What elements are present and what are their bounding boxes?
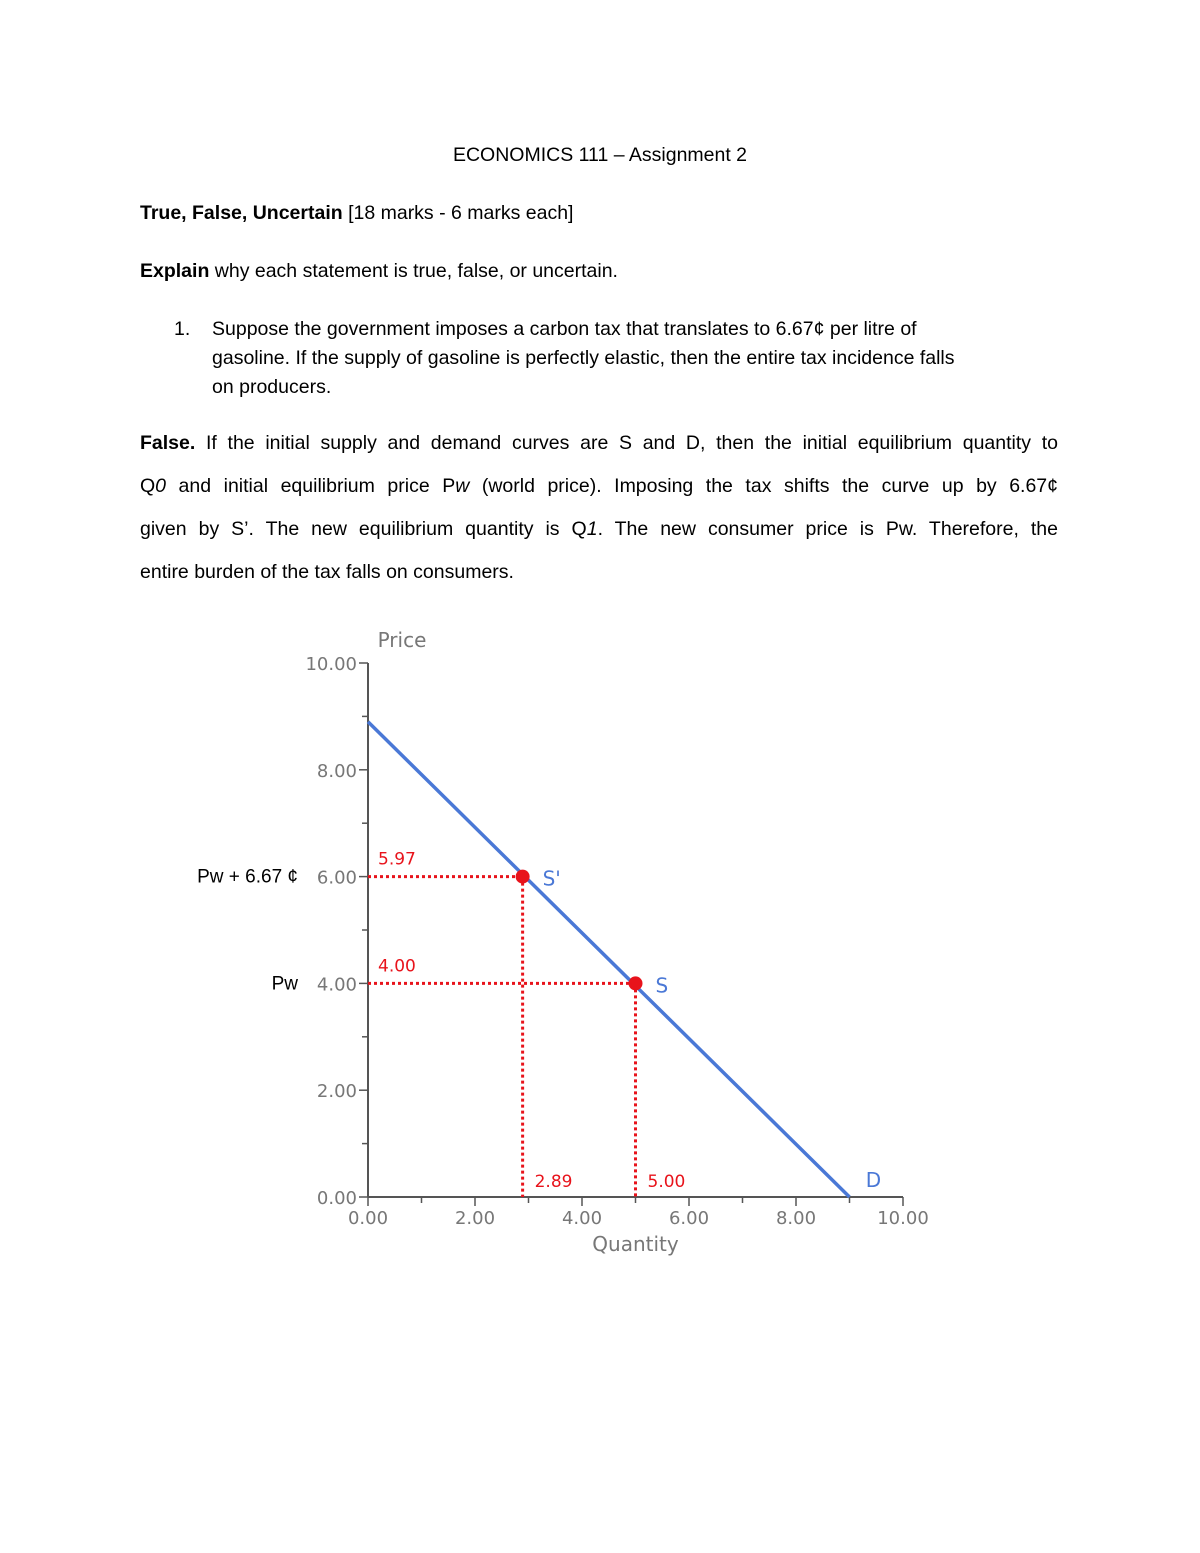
answer-subscript: w bbox=[455, 475, 470, 497]
instruction-rest: why each statement is true, false, or uncertain. bbox=[209, 260, 618, 282]
answer-line bbox=[140, 432, 1058, 455]
section-heading-marks: [18 marks - 6 marks each] bbox=[342, 202, 574, 224]
x-tick-label: 4.00 bbox=[561, 1208, 603, 1229]
instruction-bold: Explain bbox=[140, 260, 210, 282]
answer-subscript: 0 bbox=[155, 475, 167, 497]
x-tick-label: 6.00 bbox=[668, 1208, 710, 1229]
answer-line bbox=[140, 475, 1058, 498]
answer-verdict: False. bbox=[140, 432, 196, 454]
answer-line bbox=[140, 518, 1058, 541]
price-value-label: 4.00 bbox=[378, 956, 416, 977]
answer-subscript: 1 bbox=[586, 518, 598, 540]
demand-curve-label: D bbox=[865, 1168, 882, 1192]
y-tick-label: 6.00 bbox=[316, 867, 357, 889]
y-tick-label: 0.00 bbox=[316, 1188, 357, 1209]
price-side-label: Pw bbox=[271, 973, 298, 995]
x-tick-label: 0.00 bbox=[347, 1208, 389, 1229]
equilibrium-point bbox=[629, 976, 643, 990]
document-title: ECONOMICS 111 – Assignment 2 bbox=[452, 144, 748, 166]
answer-text: If the initial supply and demand curves are S and D, then the initial equilibrium quantity to bbox=[195, 432, 1058, 454]
answer-text: . The new consumer price is Pw. Therefore, the bbox=[597, 518, 1058, 540]
question-line: on producers. bbox=[212, 376, 332, 398]
demand-curve bbox=[368, 722, 850, 1197]
equilibrium-point bbox=[516, 870, 530, 884]
x-tick-label: 8.00 bbox=[775, 1208, 817, 1229]
answer-text: (world price). Imposing the tax shifts the curve up by 6.67¢ bbox=[469, 475, 1058, 497]
x-axis-title: Quantity bbox=[592, 1232, 679, 1256]
section-heading bbox=[140, 204, 573, 224]
y-tick-label: 10.00 bbox=[305, 654, 357, 675]
x-tick-label: 10.00 bbox=[877, 1208, 929, 1229]
y-tick-label: 2.00 bbox=[316, 1081, 357, 1103]
answer-line: entire burden of the tax falls on consumers. bbox=[140, 561, 514, 583]
quantity-value-label: 5.00 bbox=[647, 1172, 686, 1192]
point-label: S bbox=[655, 973, 669, 998]
section-heading-bold: True, False, Uncertain bbox=[140, 202, 343, 224]
answer-text: Q bbox=[140, 475, 156, 497]
y-axis-title: Price bbox=[377, 628, 427, 652]
question-number: 1. bbox=[174, 318, 191, 340]
quantity-value-label: 2.89 bbox=[534, 1172, 573, 1192]
instruction-line bbox=[140, 262, 618, 282]
x-tick-label: 2.00 bbox=[454, 1208, 496, 1229]
supply-demand-chart bbox=[0, 600, 1200, 1280]
price-value-label: 5.97 bbox=[378, 849, 416, 870]
answer-text: given by S’. The new equilibrium quantity is Q bbox=[140, 518, 587, 540]
price-side-label: Pw + 6.67 ¢ bbox=[197, 866, 298, 888]
question-line: gasoline. If the supply of gasoline is perfectly elastic, then the entire tax incidence falls bbox=[212, 347, 955, 369]
point-label: S' bbox=[542, 866, 561, 891]
answer-text: and initial equilibrium price P bbox=[166, 475, 456, 497]
question-line: Suppose the government imposes a carbon tax that translates to 6.67¢ per litre of bbox=[212, 318, 917, 340]
y-tick-label: 4.00 bbox=[316, 974, 357, 996]
y-tick-label: 8.00 bbox=[316, 760, 357, 782]
